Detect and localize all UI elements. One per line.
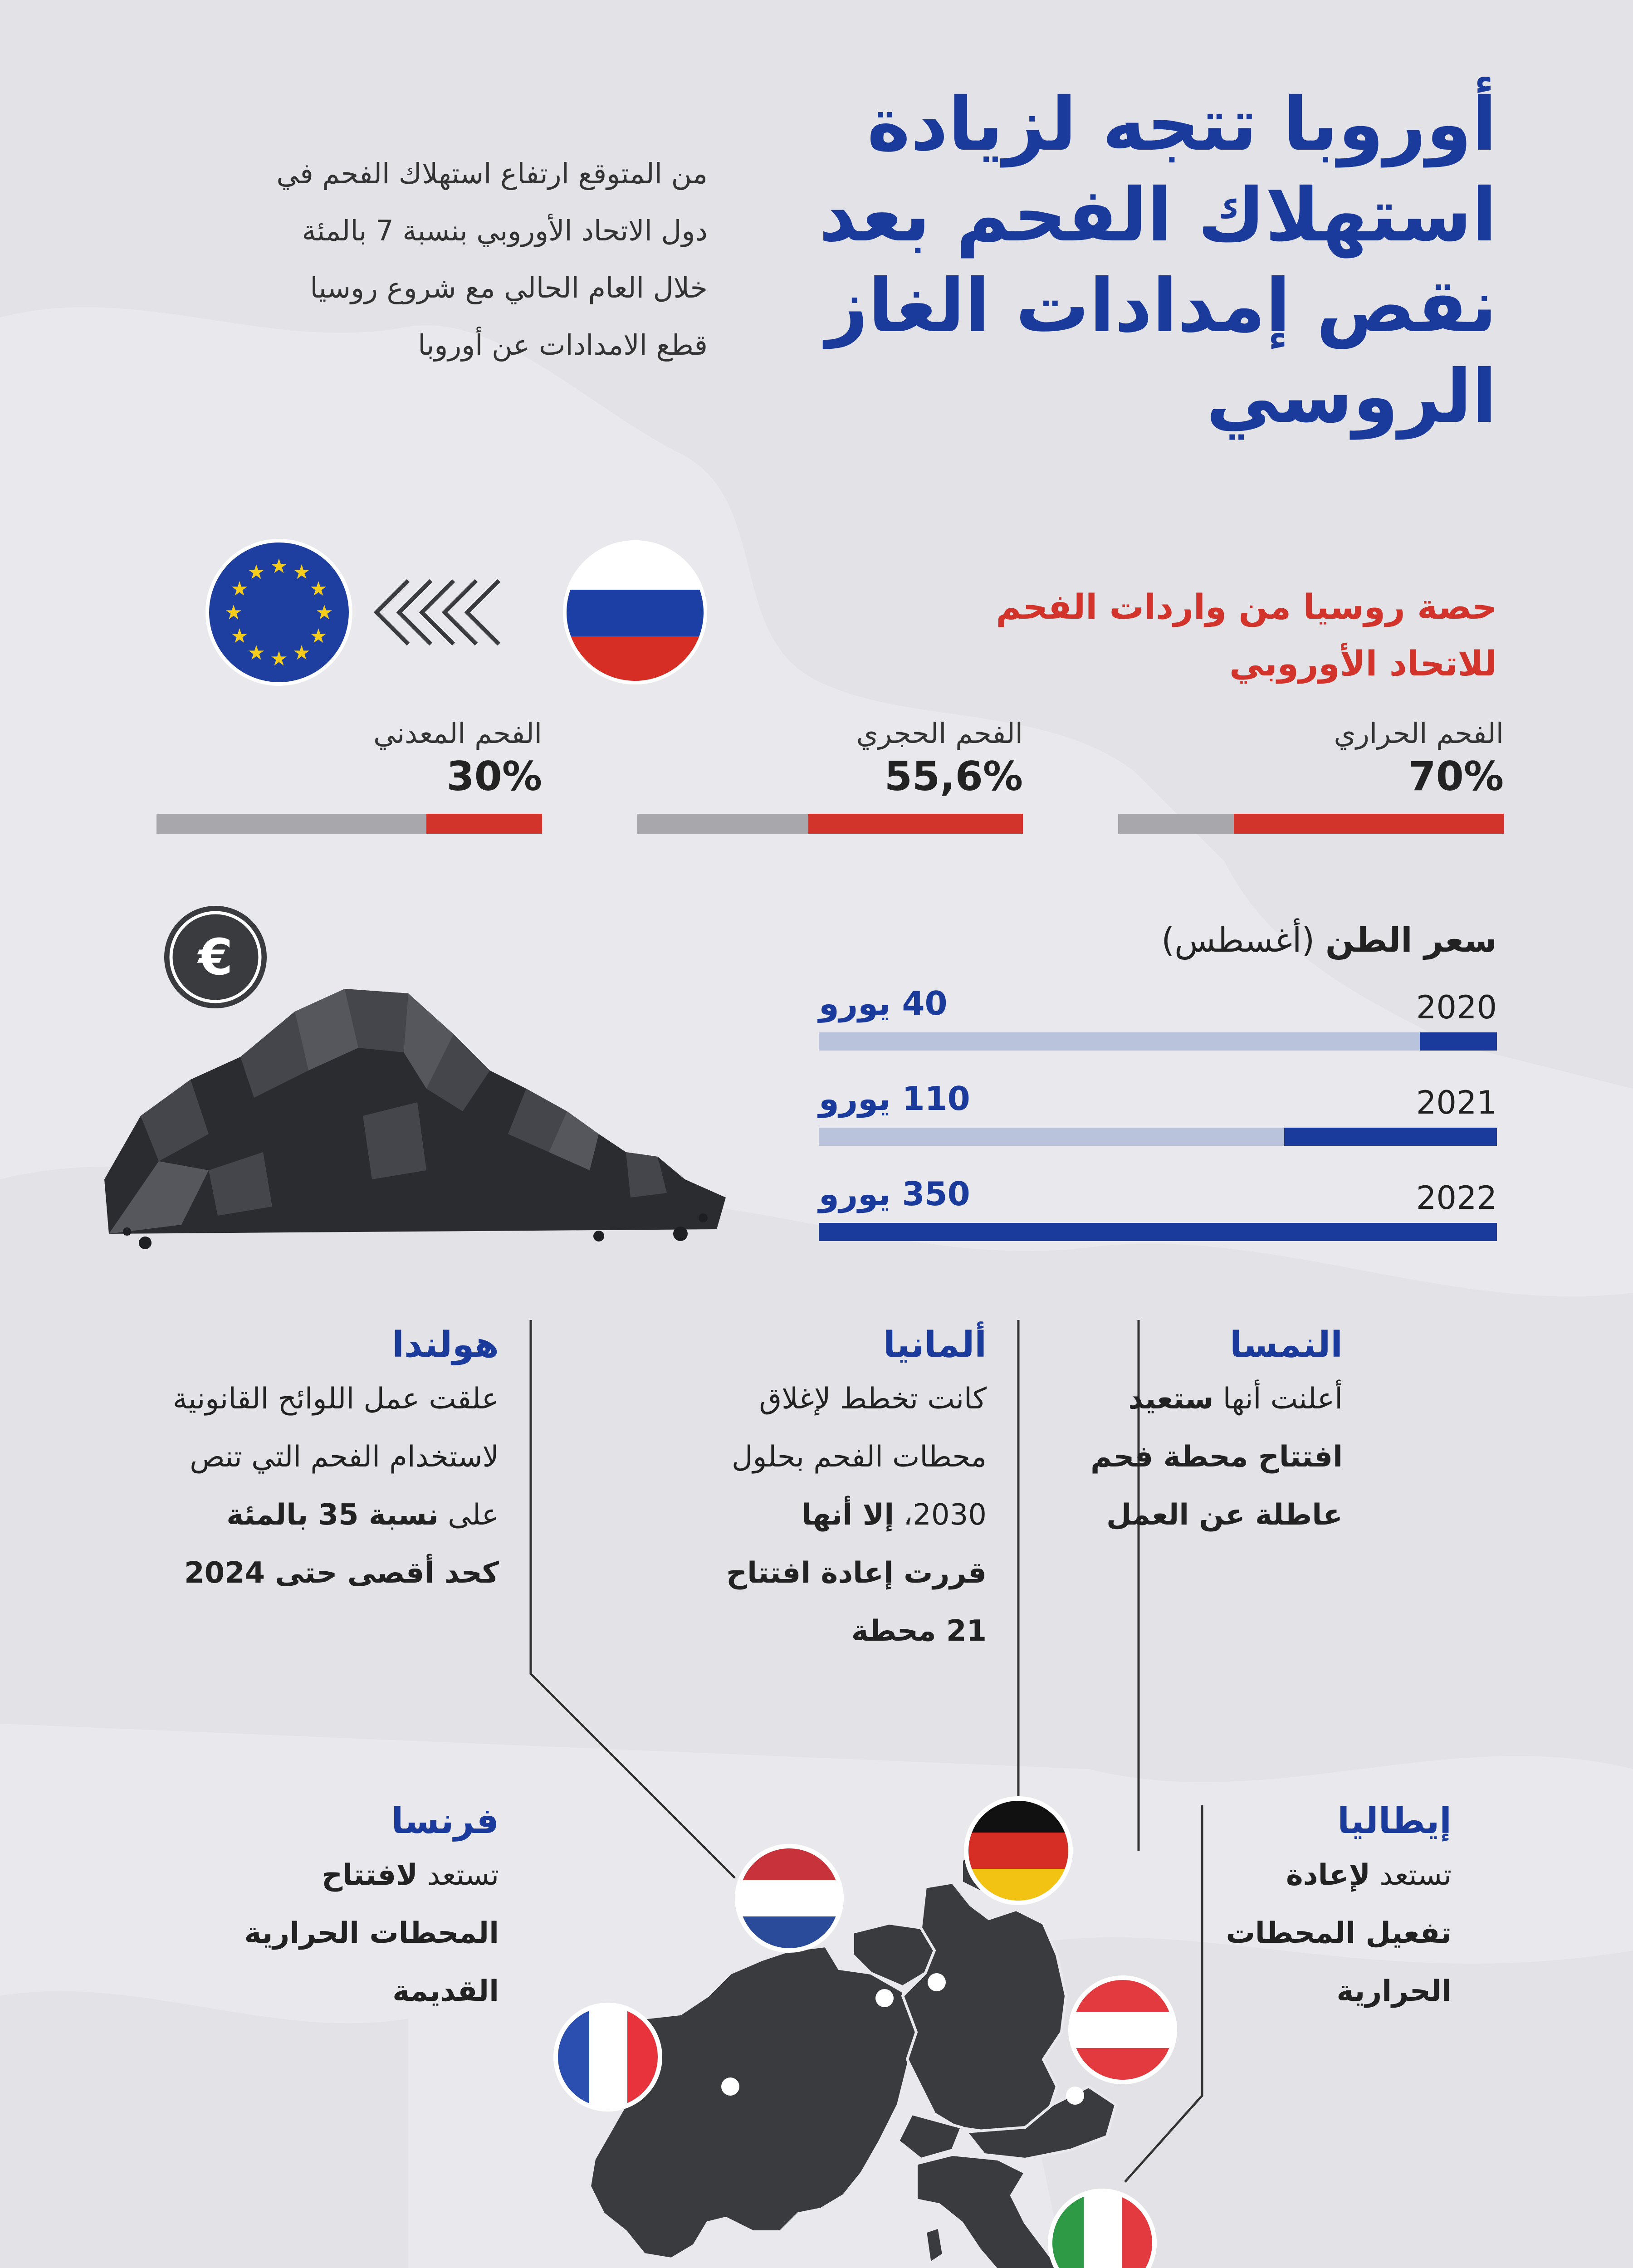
- russia-share-heading: حصة روسيا من واردات الفحم للاتحاد الأوروبي: [996, 587, 1497, 684]
- svg-text:★: ★: [293, 561, 311, 584]
- country-text-bold: لإعادة تفعيل المحطات الحرارية: [1226, 1858, 1452, 2008]
- svg-text:★: ★: [225, 601, 243, 624]
- price-value: 110 يورو: [819, 1080, 970, 1118]
- svg-text:★: ★: [309, 625, 328, 648]
- country-name: إيطاليا: [1337, 1801, 1452, 1842]
- corsica-map: [925, 2227, 944, 2263]
- france-map: [590, 1946, 916, 2259]
- country-text: [714, 1370, 987, 1660]
- svg-text:★: ★: [315, 601, 333, 624]
- france-note: [227, 1796, 499, 2020]
- country-text: [1198, 1846, 1452, 2020]
- price-year: 2020: [1416, 989, 1497, 1026]
- svg-text:★: ★: [293, 641, 311, 665]
- country-text-plain: تستعد: [1379, 1858, 1452, 1892]
- country-text-plain: كانت تخطط لإغلاق محطات الفحم بحلول 2030،: [732, 1382, 987, 1532]
- svg-text:★: ★: [270, 647, 288, 670]
- country-text-bold: إلا أنها قررت إعادة افتتاح 21 محطة: [726, 1498, 987, 1648]
- svg-text:★: ★: [230, 577, 249, 601]
- country-text-plain: علقت عمل اللوائح القانونية لاستخدام الفحم التي تنص على: [172, 1382, 499, 1532]
- svg-text:★: ★: [270, 555, 288, 578]
- netherlands-flag-icon: [733, 1844, 846, 1953]
- country-text: [227, 1846, 499, 2020]
- price-heading-bold: سعر الطن: [1325, 921, 1497, 960]
- europe-map: [590, 1851, 1134, 2268]
- austria-note: [1071, 1320, 1343, 1544]
- stat-label: الفحم المعدني: [373, 717, 542, 750]
- country-text-plain: تستعد: [427, 1858, 499, 1892]
- country-text-bold: ستعيد افتتاح محطة فحم عاطلة عن العمل: [1090, 1382, 1343, 1532]
- stat-label: الفحم الحراري: [1334, 717, 1504, 750]
- country-name: فرنسا: [391, 1801, 499, 1842]
- svg-text:★: ★: [247, 561, 265, 584]
- germany-note: [714, 1320, 987, 1660]
- price-value: 40 يورو: [819, 984, 948, 1022]
- intro-text: من المتوقع ارتفاع استهلاك الفحم في دول الاتحاد الأوروبي بنسبة 7 بالمئة خلال العام الحالي مع شروع روسيا قطع الامدادات عن أوروبا: [276, 157, 708, 362]
- stat-value: 70%: [1408, 753, 1504, 800]
- austria-flag-icon: [1066, 1975, 1179, 2084]
- stat-value: 30%: [446, 753, 542, 800]
- country-text-plain: أعلنت أنها: [1222, 1382, 1343, 1416]
- country-text: [1071, 1370, 1343, 1544]
- price-value: 350 يورو: [819, 1175, 970, 1213]
- country-text-bold: لافتتاح المحطات الحرارية القديمة: [244, 1858, 499, 2008]
- stat-label: الفحم الحجري: [856, 717, 1023, 750]
- stat-value: 55,6%: [884, 753, 1023, 800]
- country-name: النمسا: [1230, 1325, 1343, 1365]
- page-title: أوروبا تتجه لزيادة استهلاك الفحم بعد نقص إمدادات الغاز الروسي: [819, 82, 1497, 440]
- country-text: [172, 1370, 499, 1602]
- price-year: 2021: [1416, 1084, 1497, 1121]
- country-text-bold: نسبة 35 بالمئة كحد أقصى حتى 2024: [184, 1498, 499, 1590]
- price-heading-rest: (أغسطس): [1161, 921, 1315, 960]
- svg-text:€: €: [198, 928, 233, 986]
- svg-text:★: ★: [247, 641, 265, 665]
- country-name: ألمانيا: [883, 1325, 987, 1365]
- italy-note: [1198, 1796, 1452, 2020]
- country-name: هولندا: [392, 1325, 499, 1365]
- svg-text:★: ★: [309, 577, 328, 601]
- italy-flag-icon: [1046, 2189, 1160, 2268]
- price-year: 2022: [1416, 1179, 1497, 1217]
- netherlands-note: [172, 1320, 499, 1602]
- svg-text:★: ★: [230, 625, 249, 648]
- germany-map: [903, 1882, 1066, 2132]
